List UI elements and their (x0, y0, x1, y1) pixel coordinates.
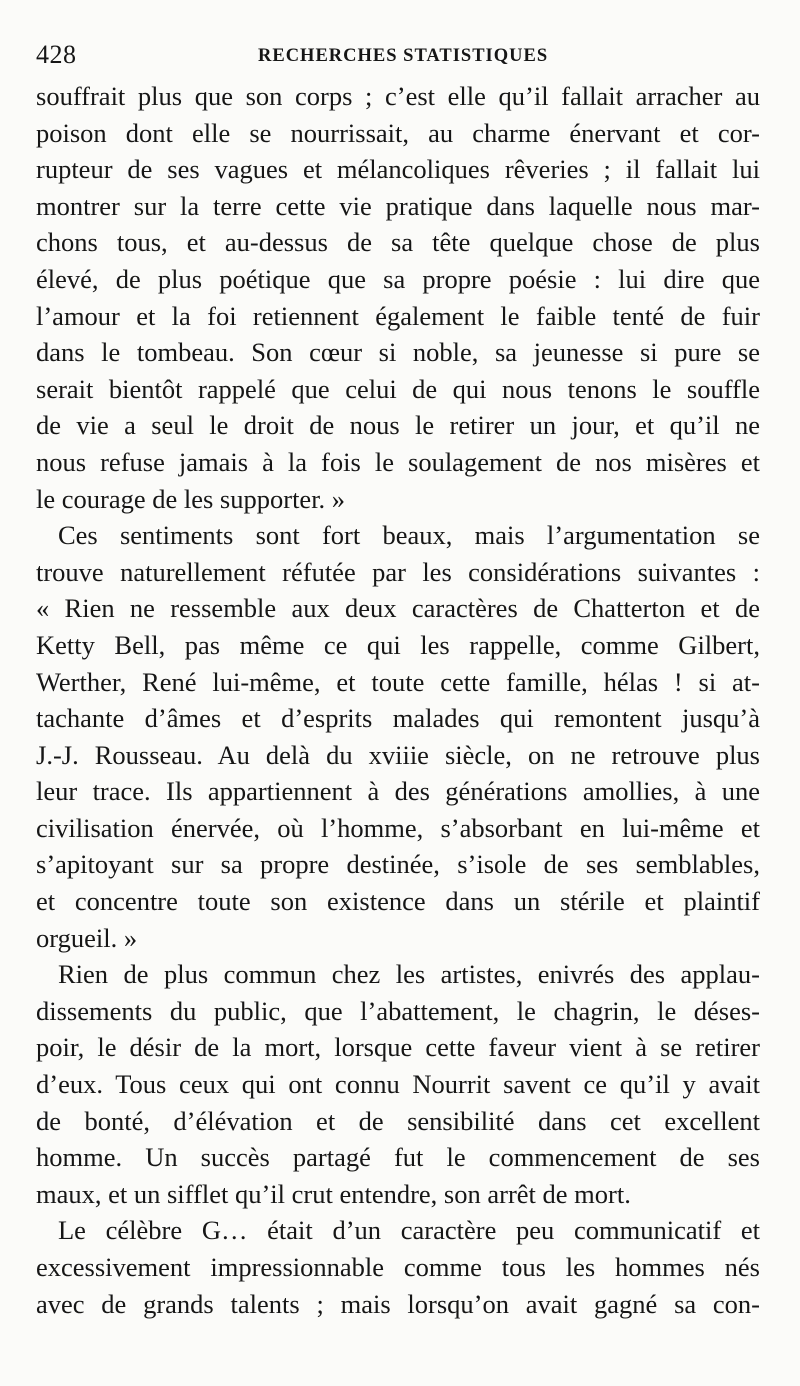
text-line: Ces sentiments sont fort beaux, mais l’argumentation se (58, 520, 760, 551)
text-line: orgueil. » (36, 922, 138, 953)
text-line: l’amour et la foi retiennent également le faible tenté de fuir (36, 300, 760, 331)
text-line: poir, le désir de la mort, lorsque cette faveur vient à se retirer (36, 1032, 760, 1063)
text-line: s’apitoyant sur sa propre destinée, s’isole de ses semblables, (36, 849, 760, 880)
text-line: homme. Un succès partagé fut le commencement de ses (36, 1142, 760, 1173)
text-line: souffrait plus que son corps ; c’est elle qu’il fallait arracher au (36, 81, 760, 111)
text-line: avec de grands talents ; mais lorsqu’on avait gagné sa con- (36, 1288, 760, 1319)
text-line: « Rien ne ressemble aux deux caractères de Chatterton et de (36, 593, 760, 624)
text-line: leur trace. Ils appartiennent à des générations amollies, à une (36, 776, 760, 807)
text-line: tachante d’âmes et d’esprits malades qui remontent jusqu’à (36, 703, 760, 734)
text-line: de vie a seul le droit de nous le retirer un jour, et qu’il ne (36, 410, 760, 441)
text-line: montrer sur la terre cette vie pratique dans laquelle nous mar- (36, 190, 760, 221)
text-line: de bonté, d’élévation et de sensibilité dans cet excellent (36, 1105, 760, 1136)
text-line: civilisation énervée, où l’homme, s’absorbant en lui-même et (36, 812, 760, 843)
text-line: d’eux. Tous ceux qui ont connu Nourrit savent ce qu’il y avait (36, 1069, 760, 1100)
body-text (36, 78, 760, 1322)
text-line: dans le tombeau. Son cœur si noble, sa jeunesse si pure se (36, 337, 760, 368)
text-line: Le célèbre G… était d’un caractère peu communicatif et (58, 1215, 760, 1246)
text-line: dissements du public, que l’abattement, le chagrin, le déses- (36, 995, 760, 1026)
text-line: poison dont elle se nourrissait, au charme énervant et cor- (36, 117, 760, 148)
text-line: J.-J. Rousseau. Au delà du xviiie siècle, on ne retrouve plus (36, 739, 760, 770)
text-line: le courage de les supporter. » (36, 483, 346, 514)
text-line: Rien de plus commun chez les artistes, enivrés des applau- (58, 959, 760, 990)
text-line: chons tous, et au-dessus de sa tête quelque chose de plus (36, 227, 760, 258)
text-line: et concentre toute son existence dans un stérile et plaintif (36, 886, 760, 917)
text-line: rupteur de ses vagues et mélancoliques rêveries ; il fallait lui (36, 154, 760, 185)
text-line: Werther, René lui-même, et toute cette famille, hélas ! si at- (36, 666, 760, 697)
text-line: Ketty Bell, pas même ce qui les rappelle, comme Gilbert, (36, 629, 760, 660)
page-number: 428 (36, 40, 77, 69)
running-head (36, 36, 756, 74)
text-line: élevé, de plus poétique que sa propre poésie : lui dire que (36, 263, 760, 294)
text-line: trouve naturellement réfutée par les considérations suivantes : (36, 556, 760, 587)
running-title: RECHERCHES STATISTIQUES (258, 46, 549, 66)
text-line: nous refuse jamais à la fois le soulagement de nos misères et (36, 446, 760, 477)
text-line: excessivement impressionnable comme tous les hommes nés (36, 1252, 760, 1282)
text-line: maux, et un sifflet qu’il crut entendre, son arrêt de mort. (36, 1178, 631, 1209)
text-line: serait bientôt rappelé que celui de qui nous tenons le souffle (36, 373, 760, 404)
